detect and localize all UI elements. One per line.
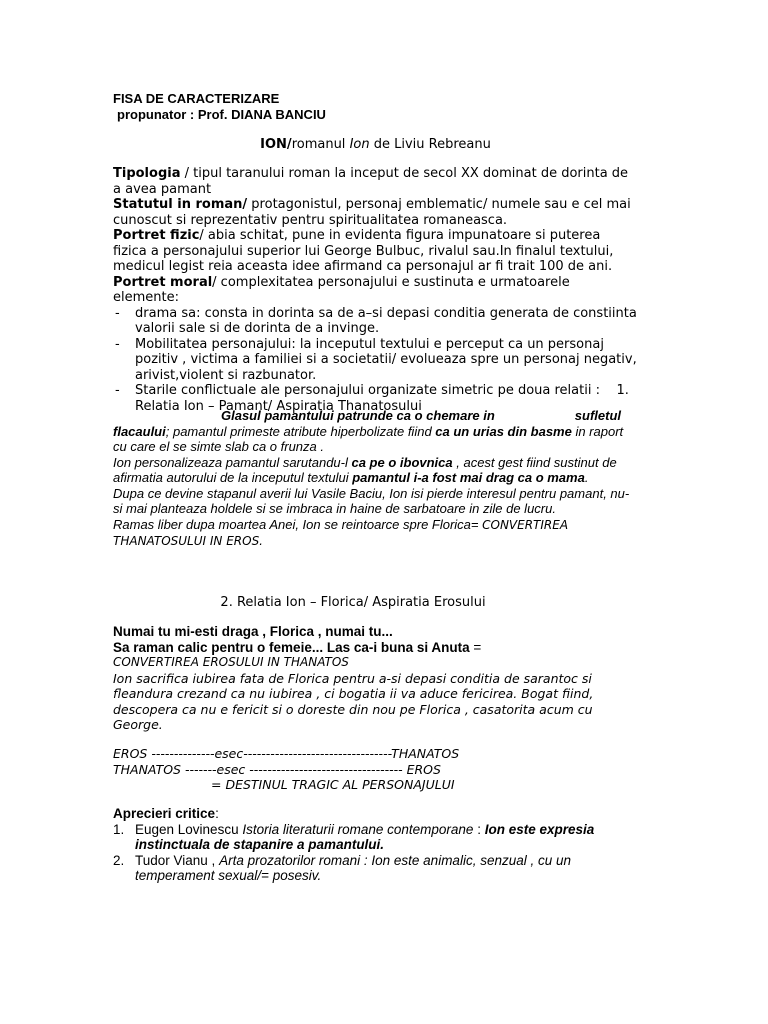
list-item	[113, 822, 638, 853]
list-item: - Mobilitatea personajului: la inceputul textului e perceput ca un personaj pozitiv , victima a familiei si a societatii/ evolueaza spre un personaj negativ, arivist,violent si razbunator.	[113, 337, 638, 384]
tipologia-para	[113, 166, 638, 197]
list-item: - drama sa: consta in dorinta sa de a–si depasi conditia generata de constiinta valorii sale si de dorinta de a invinge.	[113, 306, 638, 337]
pamant-para-4	[113, 517, 638, 550]
scheme-line-2: THANATOS -------esec ---------------------------------- EROS	[113, 761, 441, 777]
pamant-text-5: .	[584, 470, 589, 485]
tipologia-label: Tipologia	[113, 166, 181, 181]
florica-para: Ion sacrifica iubirea fata de Florica pentru a-si depasi conditia de sarantoc si fleandura crezand ca nu iubirea , ci bogatia ii va aduce fericirea. Bogat fiind, descopera ca nu e fericit si o doreste din nou pe Florica , casatorita acum cu George.	[113, 670, 594, 732]
critic-quote: Ion este animalic, senzual , cu un temperament sexual/= posesiv.	[135, 852, 572, 883]
author-line: propunator : Prof. DIANA BANCIU	[117, 107, 326, 122]
critic-sep: :	[473, 821, 485, 837]
fizic-para	[113, 228, 638, 275]
quote-calic	[113, 640, 638, 656]
pamant-para-3: Dupa ce devine stapanul averii lui Vasile Baciu, Ion isi pierde interesul pentru pamant, nu-si mai planteaza holdele si se imbraca in haine de sarbatoare in zile de lucru.	[113, 485, 630, 516]
novel-title: Ion	[349, 137, 370, 152]
quote-sufletul: sufletul flacaului	[113, 408, 622, 439]
pamant-text-2: in raport cu care el se simte slab ca o frunza .	[113, 423, 624, 454]
critic-work: Arta prozatorilor romani	[219, 852, 361, 868]
quote-ibovnica: ca pe o ibovnica	[351, 454, 453, 470]
critics-list	[113, 822, 638, 884]
conversion-1: CONVERTIREA THANATOSULUI IN EROS.	[113, 517, 569, 548]
quote-urias: ca un urias din basme	[435, 423, 572, 439]
list-item	[113, 853, 638, 884]
critic-sep: :	[360, 852, 372, 868]
critic-author: Tudor Vianu ,	[135, 852, 220, 868]
pamant-para-1	[113, 408, 638, 455]
critic-author: Eugen Lovinescu	[135, 821, 243, 837]
pamant-text-4: , acest gest fiind sustinut de afirmatia autorului de la inceputul textului	[113, 454, 617, 485]
moral-text: / complexitatea personajului e sustinuta e urmatoarele elemente:	[113, 274, 570, 305]
section2-heading: 2. Relatia Ion – Florica/ Aspiratia Erosului	[220, 595, 486, 610]
subject-pre: romanul	[291, 137, 350, 152]
quote-numai-tu: Numai tu mi-esti draga , Florica , numai tu...	[113, 624, 393, 639]
subject-line	[113, 137, 638, 153]
list-item-text: Starile conflictuale ale personajului organizate simetric pe doua relatii :	[135, 383, 600, 398]
pamant-text-3: Ion personalizeaza pamantul sarutandu-l	[113, 454, 352, 470]
moral-label: Portret moral	[113, 274, 213, 290]
pamant-text-6: Ramas liber dupa moartea Anei, Ion se reintoarce spre Florica=	[113, 516, 483, 532]
character-name: ION/	[260, 137, 292, 152]
scheme-line-3: = DESTINUL TRAGIC AL PERSONAJULUI	[211, 777, 455, 792]
fizic-text: / abia schitat, pune in evidenta figura impunatoare si puterea fizica a personajului superior lui George Bulbuc, rivalul sau.In finalul textului, medicul legist reia aceasta idee afirmand ca personajul ar fi trait 100 de ani.	[113, 228, 614, 274]
critics-heading-text: Aprecieri critice	[113, 806, 216, 821]
header	[113, 91, 638, 123]
item-number: 1.	[113, 821, 125, 837]
fizic-label: Portret fizic	[113, 228, 200, 243]
statut-para	[113, 197, 638, 228]
moral-list	[113, 306, 638, 415]
conversion-2: CONVERTIREA EROSULUI IN THANATOS	[113, 655, 349, 669]
scheme	[113, 746, 638, 793]
critics-heading	[113, 806, 638, 822]
subject-post: de Liviu Rebreanu	[369, 137, 491, 152]
statut-label: Statutul in roman/	[113, 197, 248, 212]
quote-calic-text: Sa raman calic pentru o femeie... Las ca-i buna si Anuta	[113, 639, 470, 655]
pamant-para-2	[113, 455, 638, 486]
item-number: 2.	[113, 852, 125, 868]
equals-sign: =	[469, 639, 482, 655]
doc-title: FISA DE CARACTERIZARE	[113, 91, 280, 106]
quote-mama: pamantul i-a fost mai drag ca o mama	[352, 470, 585, 485]
sub-number: 1.	[616, 383, 629, 398]
section-pamant	[113, 408, 638, 550]
scheme-line-1: EROS --------------esec---------------------------------THANATOS	[113, 746, 460, 761]
critic-quote: Ion este expresia instinctuala de stapanire a pamantului.	[135, 821, 595, 852]
statut-text: protagonistul, personaj emblematic/ numele sau e cel mai cunoscut si reprezentativ pentru spiritualitatea romaneasca.	[113, 197, 631, 228]
moral-para	[113, 275, 638, 306]
tipologia-text: / tipul taranului roman la inceput de secol XX dominat de dorinta de a avea pamant	[113, 166, 629, 197]
pamant-text-1: ; pamantul primeste atribute hiperbolizate fiind	[165, 423, 436, 439]
critics-colon: :	[215, 806, 219, 821]
profile-section	[113, 166, 638, 414]
quote-glasul: Glasul pamantului patrunde ca o chemare in	[221, 408, 495, 423]
critics-section	[113, 806, 638, 884]
sub-heading: Relatia Ion – Pamant/ Aspiratia Thanatosului	[135, 398, 422, 414]
section-florica	[113, 624, 638, 733]
critic-work: Istoria literaturii romane contemporane	[242, 821, 474, 837]
